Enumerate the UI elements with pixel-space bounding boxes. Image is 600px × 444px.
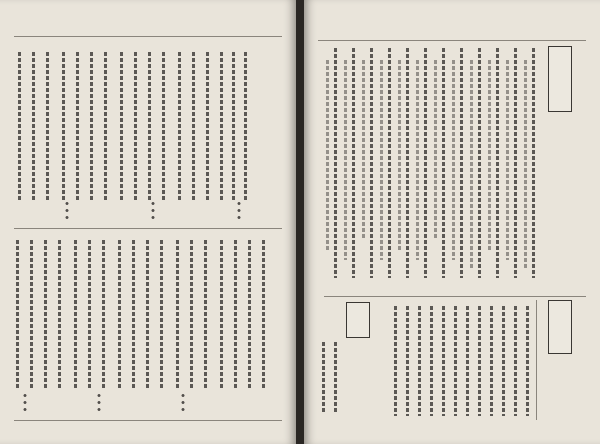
top-rule: [318, 40, 586, 41]
left-page: [0, 0, 296, 444]
right-page: [304, 0, 600, 444]
section-heading-box: [548, 300, 572, 354]
section-heading-box: [346, 302, 370, 338]
column-divider: [536, 300, 537, 420]
middle-rule: [14, 228, 282, 229]
star-marks: [64, 200, 70, 222]
star-marks: [22, 392, 28, 414]
bottom-rule: [14, 420, 282, 421]
book-gutter: [296, 0, 304, 444]
lower-rule: [324, 296, 586, 297]
star-marks: [180, 392, 186, 414]
section-heading-box: [548, 46, 572, 112]
star-marks: [96, 392, 102, 414]
star-marks: [236, 200, 242, 222]
top-rule: [14, 36, 282, 37]
star-marks: [150, 200, 156, 222]
